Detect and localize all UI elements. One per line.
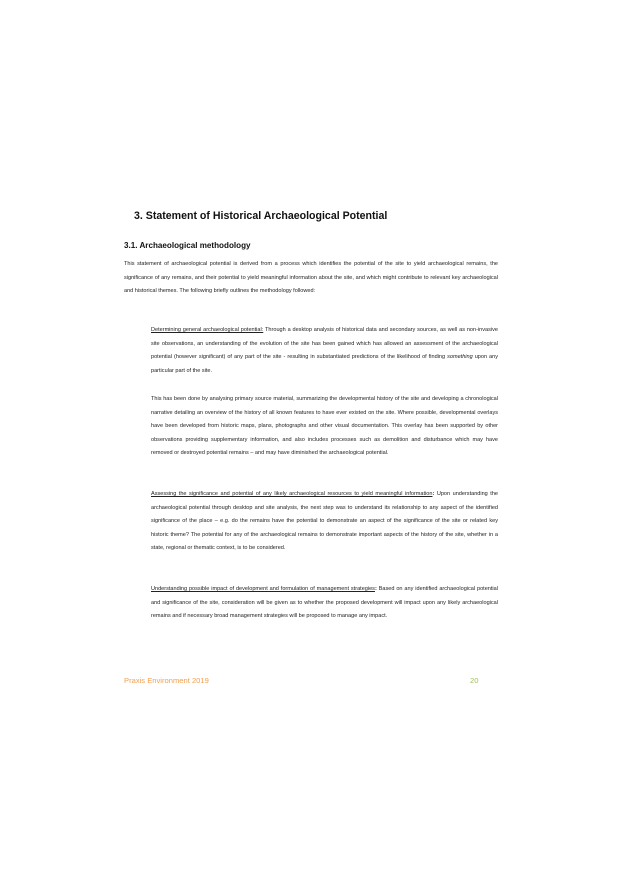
item-text: Upon understanding the archaeological potential through desktop and site analysis, the next step was to understand its relationship to any aspect of the identified significance of the place – e.g. do the remains have the potential to demonstrate an aspect of the significance of the site or related key historic theme? The potential for any of the archaeological remains to demonstrate important aspects of the history of the site, whether in a state, regional or thematic context, is to be considered. <box>151 491 498 552</box>
item-text-end: upon any particular part of the site. <box>151 354 499 374</box>
item-emphasis: something <box>447 354 473 361</box>
item-heading: Assessing the significance and potential of any likely archaeological resources to yield meaningful information <box>151 491 433 497</box>
item-heading-colon: : <box>432 491 435 497</box>
item-text: Through a desktop analysis of historical data and secondary sources, as well as non-invasive site observations, an understanding of the evolution of the site has been gained which has allowed an assessment of the archaeological potential (however significant) of any part of the site - resulting in substantiated predictions of the likelihood of finding <box>151 327 498 361</box>
item-text: Based on any identified archaeological potential and significance of the site, consideration will be given as to whether the proposed development will impact upon any likely archaeological remains and if necessary broad management strategies will be proposed to manage any impact. <box>151 586 498 620</box>
footer-organisation: Praxis Environment 2019 <box>124 676 209 685</box>
page-number: 20 <box>470 676 479 685</box>
methodology-item-significance <box>151 488 498 556</box>
subsection-heading: 3.1. Archaeological methodology <box>124 241 251 250</box>
section-heading: 3. Statement of Historical Archaeological Potential <box>134 210 388 222</box>
intro-paragraph: This statement of archaeological potential is derived from a process which identifies the potential of the site to yield archaeological remains, the significance of any remains, and their potential to yield meaningful information about the site, and which might contribute to relevant key archaeological and historical themes. The following briefly outlines the methodology followed: <box>124 261 498 295</box>
item-heading-colon: : <box>374 586 377 592</box>
methodology-item-potential <box>151 324 498 378</box>
item-heading: Understanding possible impact of development and formulation of management strategies <box>151 586 375 592</box>
methodology-item-impact <box>151 583 498 624</box>
item-heading: Determining general archaeological potential: <box>151 327 264 333</box>
methodology-item-analysis: This has been done by analysing primary source material, summarizing the developmental history of the site and developing a chronological narrative detailing an overview of the history of all known features to have ever existed on the site. Where possible, developmental overlays have been developed from historic maps, plans, photographs and other visual documentation. This overlay has been supported by other observations providing supplementary information, and also includes processes such as demolition and disturbance which may have removed or destroyed potential remains – and may have diminished the archaeological potential. <box>151 396 498 457</box>
